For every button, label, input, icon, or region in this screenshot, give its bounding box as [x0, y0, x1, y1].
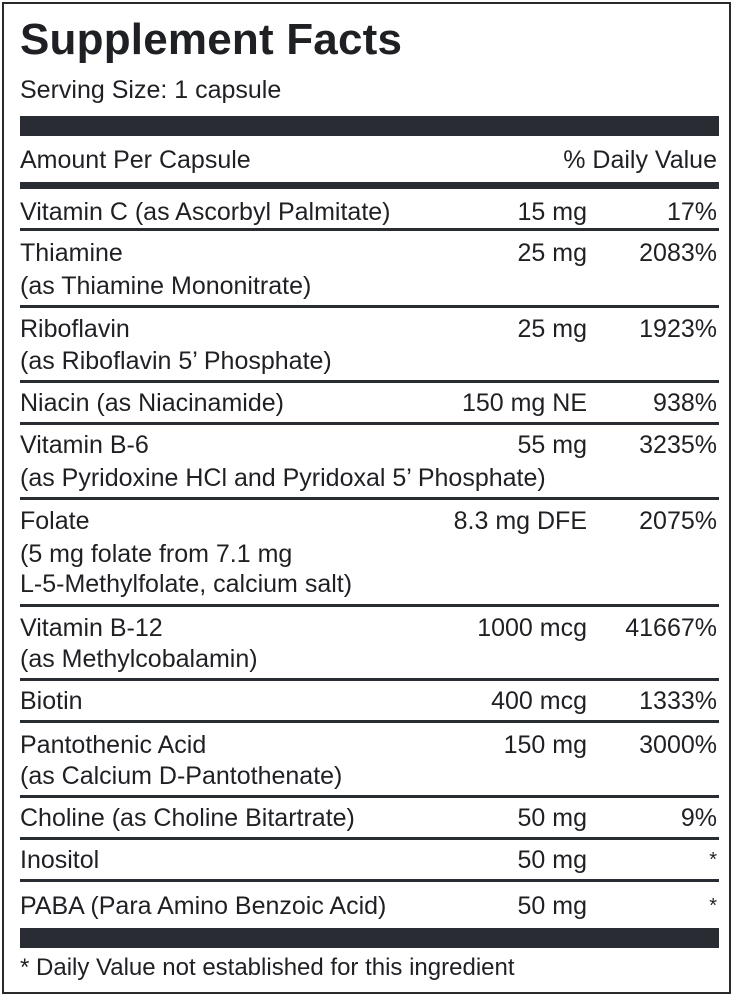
nutrient-source: L-5-Methylfolate, calcium salt) [20, 570, 353, 598]
nutrient-source: (as Riboflavin 5’ Phosphate) [20, 347, 332, 375]
nutrient-name: Inositol [20, 846, 100, 874]
row-divider [20, 678, 719, 681]
nutrient-amount: 55 mg [517, 431, 587, 459]
nutrient-name: Biotin [20, 687, 83, 715]
nutrient-daily-value: 938% [653, 389, 717, 417]
nutrient-amount: 150 mg NE [461, 389, 587, 417]
nutrient-amount: 150 mg [503, 731, 587, 759]
nutrient-daily-value: 3000% [639, 731, 717, 759]
nutrient-source: (as Methylcobalamin) [20, 645, 258, 673]
nutrient-name: Choline (as Choline Bitartrate) [20, 804, 355, 832]
nutrient-daily-value: 17% [666, 198, 717, 226]
nutrient-name: Pantothenic Acid [20, 731, 207, 759]
nutrient-amount: 400 mcg [491, 687, 587, 715]
nutrient-daily-value: 3235% [639, 431, 717, 459]
nutrient-name: PABA (Para Amino Benzoic Acid) [20, 892, 387, 920]
header-divider [20, 182, 719, 189]
nutrient-amount: 50 mg [517, 804, 587, 832]
bottom-thick-bar [20, 928, 719, 948]
nutrient-daily-value: 1333% [639, 687, 717, 715]
nutrient-amount: 25 mg [517, 315, 587, 343]
nutrient-daily-value: * [709, 849, 717, 871]
serving-size: Serving Size: 1 capsule [20, 76, 282, 104]
row-divider [20, 604, 719, 607]
nutrient-daily-value: 41667% [625, 614, 717, 642]
nutrient-name: Vitamin B-12 [20, 614, 163, 642]
nutrient-amount: 15 mg [517, 198, 587, 226]
nutrient-amount: 50 mg [517, 846, 587, 874]
nutrient-daily-value: 2075% [639, 507, 717, 535]
supplement-facts-panel [2, 2, 731, 994]
row-divider [20, 380, 719, 383]
panel-title: Supplement Facts [20, 15, 403, 64]
nutrient-amount: 8.3 mg DFE [453, 507, 587, 535]
amount-per-capsule-header: Amount Per Capsule [20, 146, 251, 174]
row-divider [20, 422, 719, 425]
nutrient-source: (as Pyridoxine HCl and Pyridoxal 5’ Phosphate) [20, 464, 546, 492]
top-thick-bar [20, 116, 719, 136]
nutrient-name: Niacin (as Niacinamide) [20, 389, 284, 417]
nutrient-name: Riboflavin [20, 315, 130, 343]
nutrient-daily-value: 9% [680, 804, 717, 832]
daily-value-header: % Daily Value [563, 146, 717, 174]
nutrient-source: (5 mg folate from 7.1 mg [20, 540, 293, 568]
nutrient-daily-value: * [709, 895, 717, 917]
row-divider [20, 228, 719, 231]
nutrient-name: Folate [20, 507, 90, 535]
nutrient-name: Vitamin B-6 [20, 431, 149, 459]
nutrient-daily-value: 2083% [639, 239, 717, 267]
nutrient-name: Vitamin C (as Ascorbyl Palmitate) [20, 198, 391, 226]
nutrient-source: (as Calcium D-Pantothenate) [20, 762, 343, 790]
row-divider [20, 305, 719, 308]
nutrient-source: (as Thiamine Mononitrate) [20, 272, 312, 300]
row-divider [20, 720, 719, 723]
row-divider [20, 795, 719, 798]
nutrient-amount: 25 mg [517, 239, 587, 267]
nutrient-daily-value: 1923% [639, 315, 717, 343]
row-divider [20, 837, 719, 840]
row-divider [20, 497, 719, 500]
nutrient-name: Thiamine [20, 239, 123, 267]
nutrient-amount: 50 mg [517, 892, 587, 920]
row-divider [20, 879, 719, 882]
nutrient-amount: 1000 mcg [477, 614, 587, 642]
footnote: * Daily Value not established for this ingredient [20, 954, 515, 981]
